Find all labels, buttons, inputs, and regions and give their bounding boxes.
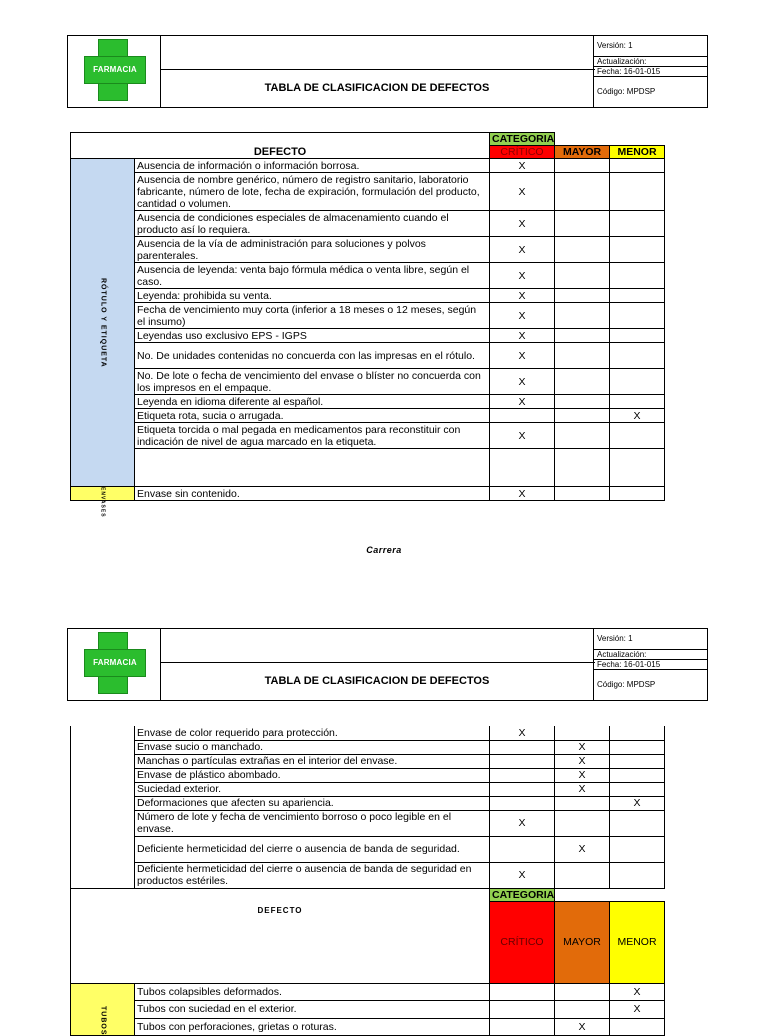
col-mayor: MAYOR [555,146,610,159]
defect-text: Tubos con perforaciones, grietas o roturas. [135,1018,490,1036]
defect-text: Deficiente hermeticidad del cierre o ausencia de banda de seguridad. [135,836,490,862]
critico-cell: X [490,726,555,740]
defect-text: Número de lote y fecha de vencimiento borroso o poco legible en el envase. [135,810,490,836]
mayor-cell [555,173,610,211]
table-row [71,159,665,173]
col-critico: CRÍTICO [490,901,555,983]
table-row [71,263,665,289]
menor-cell [610,303,665,329]
mayor-cell [555,423,610,449]
critico-cell: X [490,289,555,303]
menor-cell [610,173,665,211]
critico-cell [490,409,555,423]
mayor-cell [555,810,610,836]
table-row [71,1018,665,1036]
menor-cell: X [610,796,665,810]
blank-cell [610,888,665,901]
menor-cell: X [610,983,665,1001]
mayor-cell: X [555,1018,610,1036]
version-text: Versión: 1 [597,634,633,643]
defect-text: Ausencia de nombre genérico, número de registro sanitario, laboratorio fabricante, número de lote, fecha de expiración, formulación del producto, cantidad o volumen. [135,173,490,211]
defect-text: Ausencia de condiciones especiales de almacenamiento cuando el producto así lo requiera. [135,211,490,237]
page-title: TABLA DE CLASIFICACION DE DEFECTOS [264,82,490,94]
col-menor: MENOR [610,901,665,983]
critico-cell [490,983,555,1001]
critico-cell: X [490,211,555,237]
group-label-envase [71,487,135,518]
critico-cell: X [490,263,555,289]
menor-cell [610,740,665,754]
table-row [71,754,665,768]
menor-cell [610,159,665,173]
table-row [71,369,665,395]
mayor-cell [555,1001,610,1019]
critico-cell [490,449,555,487]
table-row [71,726,665,740]
critico-cell [490,1001,555,1019]
critico-cell: X [490,159,555,173]
defect-text: Etiqueta rota, sucia o arrugada. [135,409,490,423]
defect-text [135,449,490,487]
critico-cell: X [490,237,555,263]
version-text: Versión: 1 [597,41,633,50]
critico-cell [490,796,555,810]
critico-cell: X [490,395,555,409]
table-row [71,449,665,487]
date-text: Fecha: 16-01-015 [597,660,661,669]
critico-cell: X [490,487,555,501]
menor-cell [610,487,665,501]
table-row [71,1001,665,1019]
defect-text: Fecha de vencimiento muy corta (inferior a 18 meses o 12 meses, según el insumo) [135,303,490,329]
table-row [71,303,665,329]
menor-cell [610,782,665,796]
defects-table-1 [70,132,665,518]
col-menor: MENOR [610,146,665,159]
menor-cell: X [610,409,665,423]
mayor-cell [555,369,610,395]
defect-text: Deformaciones que afecten su apariencia. [135,796,490,810]
mayor-cell [555,449,610,487]
menor-cell [610,768,665,782]
logo-cell [68,629,161,700]
col-categoria: CATEGORIA [490,133,555,146]
critico-cell: X [490,369,555,395]
critico-cell [490,782,555,796]
menor-cell [610,329,665,343]
critico-cell: X [490,343,555,369]
table-row [71,409,665,423]
mayor-cell [555,409,610,423]
mayor-cell [555,796,610,810]
mayor-cell [555,263,610,289]
defect-text: Deficiente hermeticidad del cierre o ausencia de banda de seguridad en productos estériles. [135,862,490,888]
document-header [67,35,708,108]
table-row [71,836,665,862]
defect-text: No. De unidades contenidas no concuerda con las impresas en el rótulo. [135,343,490,369]
critico-cell [490,1018,555,1036]
page-title: TABLA DE CLASIFICACION DE DEFECTOS [264,675,490,687]
defect-text: Leyenda en idioma diferente al español. [135,395,490,409]
defect-text: No. De lote o fecha de vencimiento del envase o blíster no concuerda con los impresos en el empaque. [135,369,490,395]
defect-text: Envase de plástico abombado. [135,768,490,782]
defect-text: Ausencia de leyenda: venta bajo fórmula médica o venta libre, según el caso. [135,263,490,289]
menor-cell: X [610,1001,665,1019]
defect-text: Etiqueta torcida o mal pegada en medicamentos para reconstituir con indicación de nivel de agua marcado en la etiqueta. [135,423,490,449]
mayor-cell: X [555,768,610,782]
table-row [71,862,665,888]
mayor-cell: X [555,836,610,862]
defects-table-2 [70,726,665,1036]
defect-text: Suciedad exterior. [135,782,490,796]
critico-cell: X [490,329,555,343]
table-row [71,810,665,836]
col-defecto: DEFECTO [71,133,490,159]
header-meta [593,629,707,700]
menor-cell [610,369,665,395]
defect-text: Tubos con suciedad en el exterior. [135,1001,490,1019]
table-row [71,782,665,796]
critico-cell: X [490,303,555,329]
header-meta [593,36,707,107]
critico-cell [490,768,555,782]
update-label: Actualización: [597,650,647,659]
table-header-row [71,888,665,901]
header-mid-line [161,69,595,70]
mayor-cell [555,343,610,369]
table-row [71,329,665,343]
defect-text: Envase sucio o manchado. [135,740,490,754]
defect-text: Envase sin contenido. [135,487,490,501]
table-row [71,983,665,1001]
mayor-cell [555,862,610,888]
table-row [71,343,665,369]
col-mayor: MAYOR [555,901,610,983]
defect-text: Leyendas uso exclusivo EPS - IGPS [135,329,490,343]
critico-cell [490,754,555,768]
mayor-cell [555,303,610,329]
mayor-cell [555,726,610,740]
defect-text: Tubos colapsibles deformados. [135,983,490,1001]
col-categoria: CATEGORIA [490,888,555,901]
menor-cell [610,263,665,289]
menor-cell [610,289,665,303]
mayor-cell: X [555,782,610,796]
table-row [71,796,665,810]
table-row [71,740,665,754]
critico-cell [490,836,555,862]
mayor-cell: X [555,740,610,754]
table-row [71,768,665,782]
defect-text: Manchas o partículas extrañas en el interior del envase. [135,754,490,768]
menor-cell [610,726,665,740]
group-label-tubos [71,983,135,1036]
critico-cell: X [490,173,555,211]
menor-cell [610,836,665,862]
critico-cell: X [490,423,555,449]
date-text: Fecha: 16-01-015 [597,67,661,76]
menor-cell [610,862,665,888]
menor-cell [610,211,665,237]
mayor-cell [555,329,610,343]
group-label-envase-cont [71,726,135,888]
defect-text: Ausencia de la vía de administración para soluciones y polvos parenterales. [135,237,490,263]
caption-text: Carrera [366,545,402,555]
blank-cell [555,888,610,901]
document-header-2 [67,628,708,701]
table-row [71,289,665,303]
mayor-cell [555,237,610,263]
defect-text: Envase de color requerido para protección. [135,726,490,740]
menor-cell [610,1018,665,1036]
group-label-rotulo [71,159,135,487]
mayor-cell [555,983,610,1001]
table-row [71,173,665,211]
defect-text: Leyenda: prohibida su venta. [135,289,490,303]
table-row [71,211,665,237]
logo-cell [68,36,161,107]
critico-cell: X [490,810,555,836]
group-label-text: TUBOS [99,1005,107,1035]
menor-cell [610,395,665,409]
table-row [71,395,665,409]
defect-text: Ausencia de información o información borrosa. [135,159,490,173]
mayor-cell [555,159,610,173]
update-label: Actualización: [597,57,647,66]
menor-cell [610,754,665,768]
menor-cell [610,343,665,369]
group-label-text: RÓTULO Y ETIQUETA [99,277,107,368]
critico-cell: X [490,862,555,888]
code-text: Código: MPDSP [597,680,656,689]
code-text: Código: MPDSP [597,87,656,96]
table-row [71,237,665,263]
mayor-cell [555,487,610,501]
group-label-text: ENVASES [99,487,106,518]
menor-cell [610,423,665,449]
logo-text: FARMACIA [93,658,137,667]
col-critico: CRÍTICO [490,146,555,159]
mayor-cell: X [555,754,610,768]
logo-text: FARMACIA [93,65,137,74]
mayor-cell [555,289,610,303]
mayor-cell [555,395,610,409]
mayor-cell [555,211,610,237]
table-row [71,487,665,501]
col-defecto: DEFECTO [71,888,490,983]
critico-cell [490,740,555,754]
menor-cell [610,810,665,836]
menor-cell [610,449,665,487]
table-row [71,423,665,449]
menor-cell [610,237,665,263]
